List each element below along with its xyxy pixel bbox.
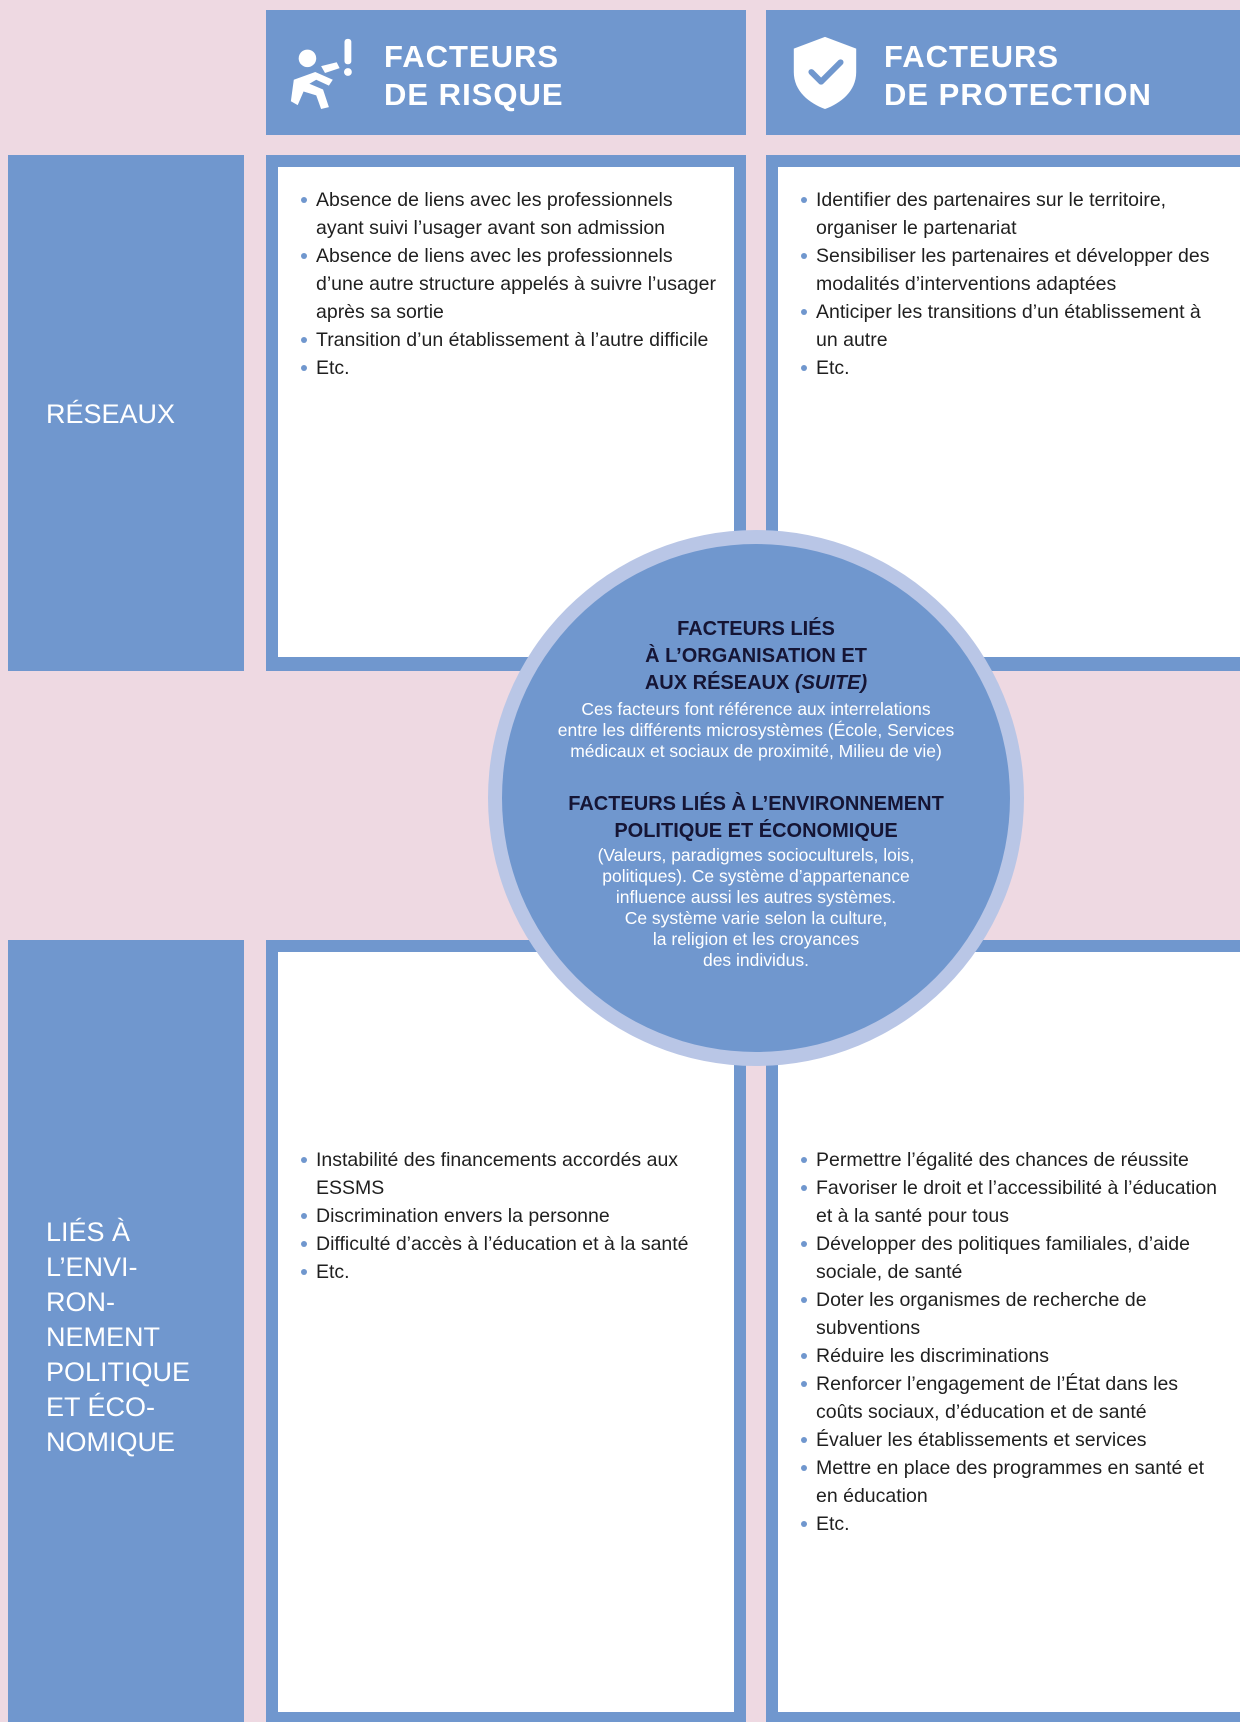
list-item: Difficulté d’accès à l’éducation et à la santé — [300, 1230, 718, 1258]
list-item: Mettre en place des programmes en santé et en éducation — [800, 1454, 1224, 1510]
list-item: Etc. — [800, 1510, 1224, 1538]
list-item: Identifier des partenaires sur le territoire, organiser le partenariat — [800, 186, 1224, 242]
list-item: Anticiper les transitions d’un établissement à un autre — [800, 298, 1224, 354]
header-risk-line1: FACTEURS — [384, 39, 560, 74]
list-env-risk — [300, 1146, 718, 1286]
circle-body-organisation — [530, 699, 982, 762]
list-item: Évaluer les établissements et services — [800, 1426, 1224, 1454]
circle-body-environnement — [530, 845, 982, 971]
circle-title-last: AUX RÉSEAUX — [644, 672, 790, 694]
header-protection-factors — [766, 10, 1240, 135]
cell-env-protection — [778, 952, 1240, 1712]
header-protection-line1: FACTEURS — [884, 39, 1060, 74]
shield-check-icon — [786, 32, 864, 112]
circle-title-line: FACTEURS LIÉS — [677, 618, 835, 640]
list-reseaux-protection — [800, 186, 1224, 382]
list-item: Réduire les discriminations — [800, 1342, 1224, 1370]
circle-title-line: À L’ORGANISATION ET — [645, 645, 867, 667]
list-item: Discrimination envers la personne — [300, 1202, 718, 1230]
circle-body-line: entre les différents microsystèmes (École, Services — [557, 720, 955, 740]
circle-body-line: politiques). Ce système d’appartenance — [602, 866, 910, 886]
list-item: Favoriser le droit et l’accessibilité à l’éducation et à la santé pour tous — [800, 1174, 1224, 1230]
list-item: Sensibiliser les partenaires et développer des modalités d’interventions adaptées — [800, 242, 1224, 298]
header-risk-title — [384, 38, 564, 114]
row-label-env-line: L’ENVI- — [46, 1252, 138, 1282]
circle-title-organisation — [530, 616, 982, 697]
row-label-env-line: LIÉS À — [46, 1217, 131, 1247]
list-item: Doter les organismes de recherche de subventions — [800, 1286, 1224, 1342]
circle-title-environnement — [530, 791, 982, 845]
header-protection-title — [884, 38, 1152, 114]
circle-body-line: (Valeurs, paradigmes socioculturels, lois, — [597, 845, 915, 865]
list-item: Etc. — [300, 1258, 718, 1286]
row-label-env-line: RON- — [46, 1287, 115, 1317]
list-item: Absence de liens avec les professionnels d’une autre structure appelés à suivre l’usager après sa sortie — [300, 242, 718, 326]
circle-body-line: la religion et les croyances — [652, 929, 860, 949]
central-circle-inner — [502, 544, 1010, 1052]
list-reseaux-risk — [300, 186, 718, 382]
list-item: Etc. — [300, 354, 718, 382]
central-circle-text — [530, 616, 982, 971]
header-risk-factors — [266, 10, 746, 135]
cell-env-risk — [278, 952, 734, 1712]
row-label-env-line: NEMENT — [46, 1322, 160, 1352]
row-label-env-line: ET ÉCO- — [46, 1392, 156, 1422]
circle-title-suite: (SUITE) — [794, 672, 868, 694]
list-item: Transition d’un établissement à l’autre difficile — [300, 326, 718, 354]
list-item: Instabilité des financements accordés aux ESSMS — [300, 1146, 718, 1202]
circle-title-line: POLITIQUE ET ÉCONOMIQUE — [614, 820, 898, 842]
circle-body-line: des individus. — [702, 950, 810, 970]
row-label-reseaux — [8, 155, 244, 671]
central-circle — [488, 530, 1024, 1066]
list-item: Renforcer l’engagement de l’État dans les coûts sociaux, d’éducation et de santé — [800, 1370, 1224, 1426]
row-label-environnement — [8, 940, 244, 1722]
circle-body-line: influence aussi les autres systèmes. — [615, 887, 897, 907]
row-label-env-line: NOMIQUE — [46, 1427, 176, 1457]
list-env-protection — [800, 1146, 1224, 1538]
circle-body-line: Ces facteurs font référence aux interrelations — [581, 699, 931, 719]
circle-title-line-last — [530, 670, 982, 697]
header-risk-line2: DE RISQUE — [384, 77, 564, 112]
row-label-env-line: POLITIQUE — [46, 1357, 191, 1387]
row-label-reseaux-text: RÉSEAUX — [46, 399, 176, 429]
header-protection-line2: DE PROTECTION — [884, 77, 1152, 112]
circle-title-line: FACTEURS LIÉS À L’ENVIRONNEMENT — [568, 793, 944, 815]
list-item: Etc. — [800, 354, 1224, 382]
falling-person-icon — [286, 32, 364, 112]
list-item: Permettre l’égalité des chances de réussite — [800, 1146, 1224, 1174]
circle-body-line: Ce système varie selon la culture, — [624, 908, 888, 928]
list-item: Absence de liens avec les professionnels ayant suivi l’usager avant son admission — [300, 186, 718, 242]
list-item: Développer des politiques familiales, d’aide sociale, de santé — [800, 1230, 1224, 1286]
circle-body-line: médicaux et sociaux de proximité, Milieu de vie) — [570, 741, 942, 761]
